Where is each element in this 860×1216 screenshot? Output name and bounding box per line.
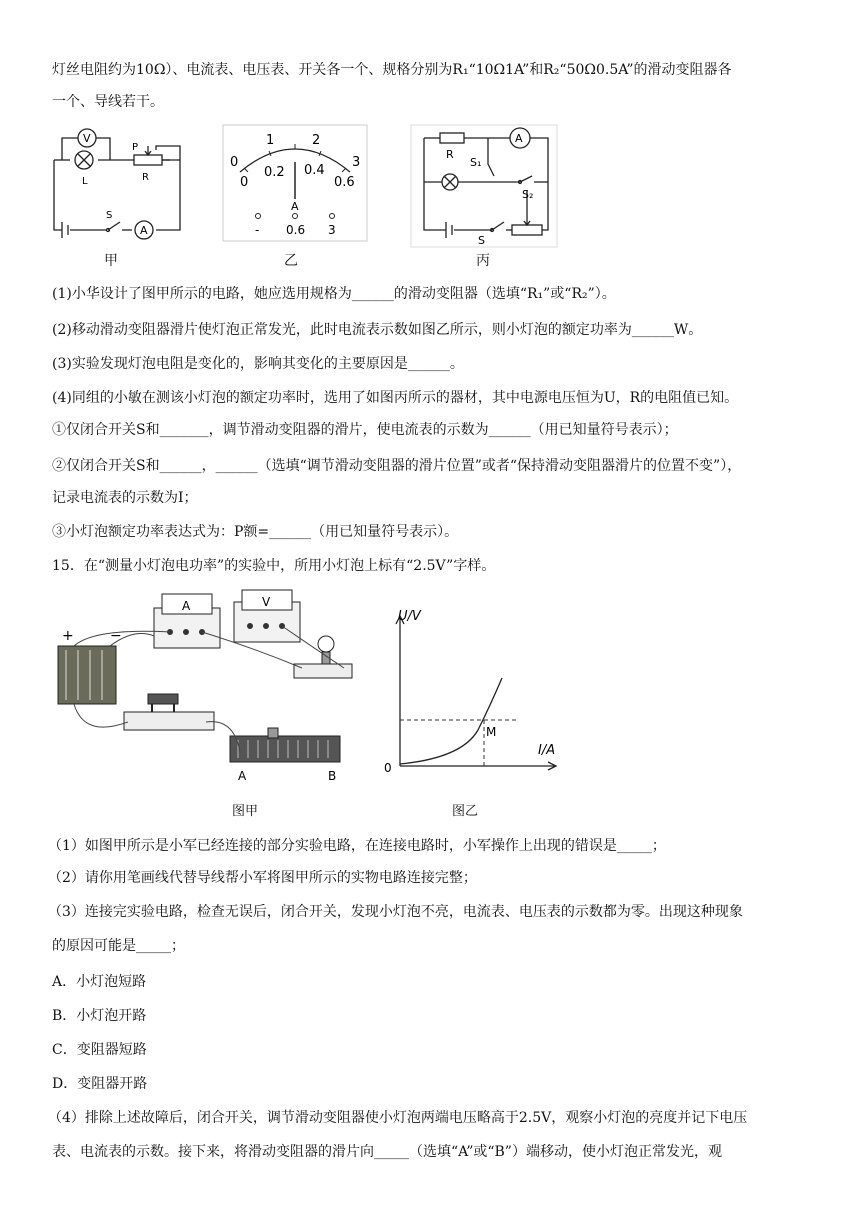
scale-top-0: 0 (230, 155, 239, 170)
line-14: 的原因可能是_____； (52, 938, 185, 954)
line-6: ①仅闭合开关S和_______，调节滑动变阻器的滑片，使电流表的示数为______（用已知量符号表示）； (52, 422, 678, 438)
terminal-06: 0.6 (286, 223, 306, 237)
ammeter-unit: A (291, 200, 299, 213)
jia-s-label: S (106, 210, 113, 221)
option-d: D．变阻器开路 (52, 1076, 148, 1092)
line-12: （2）请你用笔画线代替导线帮小军将图甲所示的实物电路连接完整； (48, 870, 477, 886)
jia-v-label: V (83, 132, 91, 145)
ui-graph (382, 606, 562, 778)
line-13: （3）连接完实验电路，检查无误后，闭合开关，发现小灯泡不亮，电流表、电压表的示数都为零。出现这种现象 (48, 904, 743, 920)
caption-yi: 乙 (284, 253, 298, 269)
battery-minus: − (110, 628, 122, 644)
line-9: ③小灯泡额定功率表达式为：P额=______（用已知量符号表示）。 (52, 524, 459, 540)
terminal-neg: - (255, 223, 260, 237)
line-20: 表、电流表的示数。接下来，将滑动变阻器的滑片向_____（选填“A”或“B”）端移动，使小灯泡正常发光，观 (52, 1144, 722, 1160)
line-3: (2)移动滑动变阻器滑片使灯泡正常发光，此时电流表示数如图乙所示，则小灯泡的额定功率为______W。 (52, 322, 703, 338)
scale-top-1: 1 (266, 133, 275, 148)
rheostat-a: A (238, 769, 247, 783)
option-c: C．变阻器短路 (52, 1042, 147, 1058)
circuit-jia (48, 122, 188, 247)
line-10: 15．在“测量小灯泡电功率”的实验中，所用小灯泡上标有“2.5V”字样。 (52, 558, 496, 574)
graph-origin: 0 (384, 761, 392, 775)
scale-top-3: 3 (352, 155, 361, 170)
caption-jia: 甲 (104, 253, 118, 269)
line-5: (4)同组的小敏在测该小灯泡的额定功率时，选用了如图丙所示的器材，其中电源电压恒为U，R的电阻值已知。 (52, 390, 739, 406)
line-2: (1)小华设计了图甲所示的电路，她应选用规格为______的滑动变阻器（选填“R₁”或“R₂”）。 (52, 286, 616, 302)
circuit-bing (410, 124, 558, 248)
jia-l-label: L (82, 176, 88, 187)
scale-top-2: 2 (312, 133, 321, 148)
physical-circuit-jia (54, 588, 364, 788)
rheostat-b: B (328, 769, 337, 783)
ammeter-yi (222, 124, 368, 242)
graph-xlabel: I/A (538, 743, 556, 758)
caption-fig-jia: 图甲 (232, 804, 259, 819)
line-8: 记录电流表的示数为I； (52, 490, 198, 506)
bing-r-label: R (446, 148, 454, 161)
caption-fig-yi: 图乙 (452, 804, 479, 819)
option-a: A．小灯泡短路 (52, 974, 147, 990)
caption-bing: 丙 (476, 253, 490, 269)
jia-a-label: A (140, 224, 148, 237)
line-1: 一个、导线若干。 (52, 94, 164, 110)
graph-point-m: M (486, 725, 497, 739)
scale-bot-0: 0 (240, 175, 249, 190)
bing-s2-label: S₂ (522, 188, 534, 201)
bing-s1-label: S₁ (470, 156, 482, 169)
line-4: (3)实验发现灯泡电阻是变化的，影响其变化的主要原因是______。 (52, 356, 464, 372)
graph-ylabel: U/V (398, 609, 421, 624)
jia-p-label: P (132, 142, 139, 153)
line-19: （4）排除上述故障后，闭合开关，调节滑动变阻器使小灯泡两端电压略高于2.5V，观察小灯泡的亮度并记下电压 (48, 1110, 748, 1126)
terminal-3: 3 (328, 223, 336, 237)
line-7: ②仅闭合开关S和______，______（选填“调节滑动变阻器的滑片位置”或者“保持滑动变阻器滑片的位置不变”）， (52, 458, 742, 474)
scale-bot-3: 0.6 (334, 175, 355, 190)
jia-r-label: R (142, 172, 149, 183)
line-11: （1）如图甲所示是小军已经连接的部分实验电路，在连接电路时，小军操作上出现的错误是_____； (48, 838, 666, 854)
option-b: B．小灯泡开路 (52, 1008, 147, 1024)
line-0: 灯丝电阻约为10Ω）、电流表、电压表、开关各一个、规格分别为R₁“10Ω1A”和R₂“50Ω0.5A”的滑动变阻器各 (52, 62, 732, 78)
bing-s-label: S (478, 234, 485, 247)
scale-bot-2: 0.4 (304, 163, 325, 178)
phys-voltmeter-label: V (262, 595, 271, 609)
battery-plus: + (62, 628, 74, 644)
phys-ammeter-label: A (182, 599, 191, 613)
bing-a-label: A (515, 132, 523, 145)
scale-bot-1: 0.2 (264, 165, 285, 180)
